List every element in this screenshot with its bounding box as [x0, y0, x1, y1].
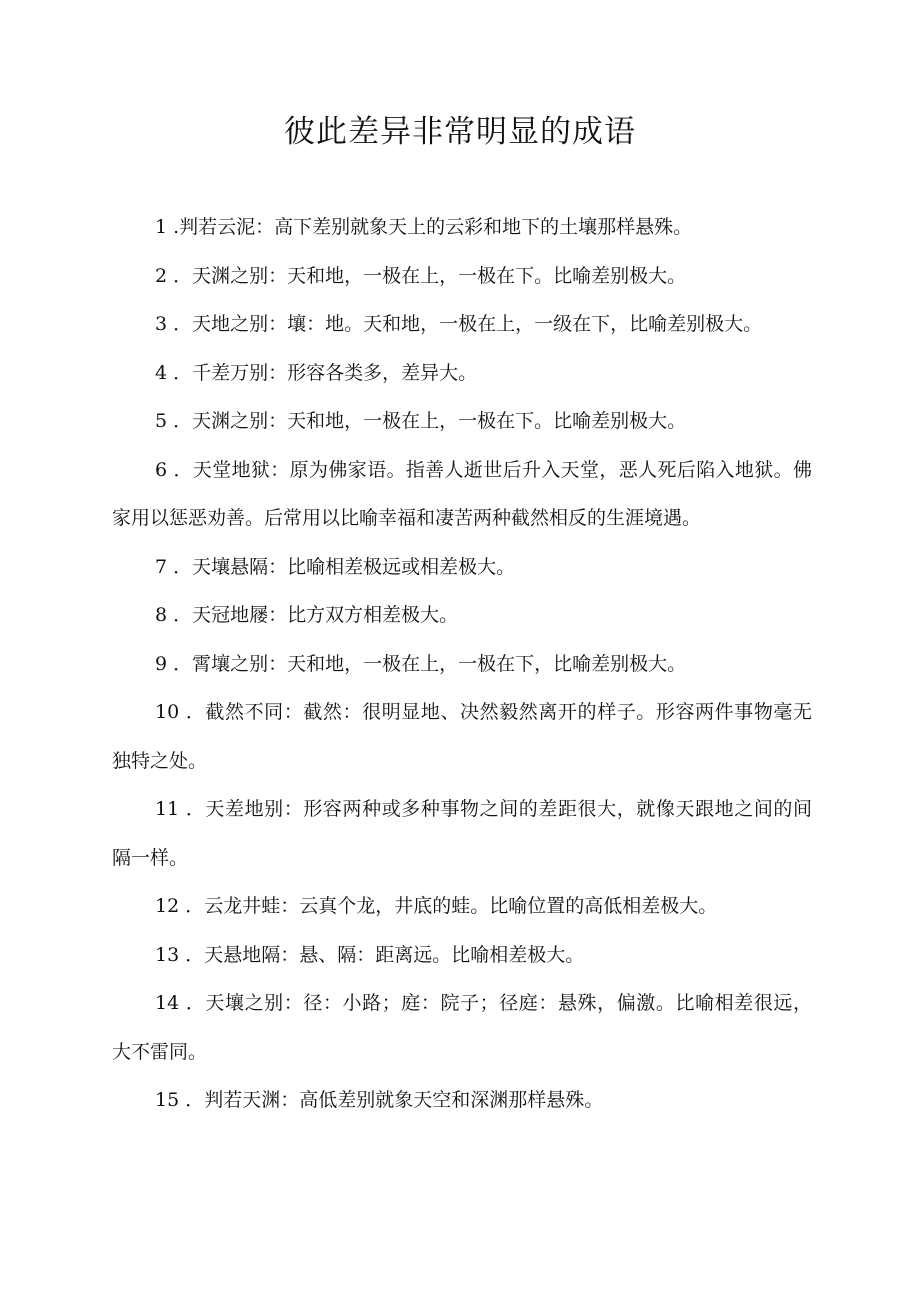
entry-text: ．云龙井蛙：云真个龙，井底的蛙。比喻位置的高低相差极大。: [185, 895, 718, 917]
entry-text: ．天冠地屦：比方双方相差极大。: [173, 604, 459, 626]
page-title: 彼此差异非常明显的成语: [284, 114, 636, 150]
entry-number: 2: [155, 264, 168, 287]
idiom-entry: [112, 543, 812, 592]
idiom-entry: [112, 640, 812, 689]
entry-number: 14: [155, 992, 180, 1014]
entry-number: 13: [155, 943, 180, 966]
idiom-entry: [112, 203, 812, 252]
entry-number: 12: [155, 895, 180, 917]
entry-text: ．天悬地隔：悬、隔：距离远。比喻相差极大。: [185, 943, 585, 966]
idiom-entry: [112, 591, 812, 640]
idiom-entry: [112, 446, 812, 543]
entry-number: 11: [155, 798, 180, 820]
entry-text: ．天壤之别：径：小路；庭：院子；径庭：悬殊，偏激。比喻相差很远，大不雷同。: [112, 992, 812, 1063]
entry-number: 9: [155, 652, 168, 675]
idiom-entry: [112, 349, 812, 398]
idiom-entry: [112, 688, 812, 785]
idiom-entry: [112, 785, 812, 882]
idiom-entry: [112, 300, 812, 349]
entry-number: 5: [155, 410, 168, 432]
entry-text: ．天堂地狱：原为佛家语。指善人逝世后升入天堂，恶人死后陷入地狱。佛家用以惩恶劝善。后常用以比喻幸福和凄苦两种截然相反的生涯境遇。: [112, 458, 812, 529]
entry-text: ．千差万别：形容各类多，差异大。: [173, 361, 478, 384]
idiom-entry: [112, 252, 812, 301]
entry-number: 4: [155, 361, 168, 384]
entry-text: ．霄壤之别：天和地，一极在上，一极在下，比喻差别极大。: [173, 652, 687, 675]
idiom-list: [112, 203, 812, 1125]
entry-text: ．天壤悬隔：比喻相差极远或相差极大。: [173, 555, 516, 578]
idiom-entry: [112, 1076, 812, 1125]
entry-number: 10: [155, 701, 180, 723]
entry-number: 8: [155, 604, 168, 626]
entry-text: ．天渊之别：天和地，一极在上，一极在下。比喻差别极大。: [173, 410, 687, 432]
entry-text: ．天渊之别：天和地，一极在上，一极在下。比喻差别极大。: [173, 264, 687, 287]
idiom-entry: [112, 882, 812, 931]
entry-text: .判若云泥：高下差别就象天上的云彩和地下的土壤那样悬殊。: [173, 216, 693, 238]
entry-text: ．天差地别：形容两种或多种事物之间的差距很大，就像天跟地之间的间隔一样。: [112, 798, 812, 869]
entry-number: 1: [155, 216, 168, 238]
entry-number: 15: [155, 1089, 180, 1111]
entry-text: ．判若天渊：高低差别就象天空和深渊那样悬殊。: [185, 1089, 604, 1111]
entry-number: 3: [155, 313, 168, 335]
idiom-entry: [112, 979, 812, 1076]
entry-number: 6: [155, 458, 168, 481]
entry-number: 7: [155, 555, 168, 578]
entry-text: ．截然不同：截然：很明显地、决然毅然离开的样子。形容两件事物毫无独特之处。: [112, 701, 812, 772]
entry-text: ．天地之别：壤：地。天和地，一极在上，一级在下，比喻差别极大。: [173, 313, 763, 335]
idiom-entry: [112, 931, 812, 980]
idiom-entry: [112, 397, 812, 446]
